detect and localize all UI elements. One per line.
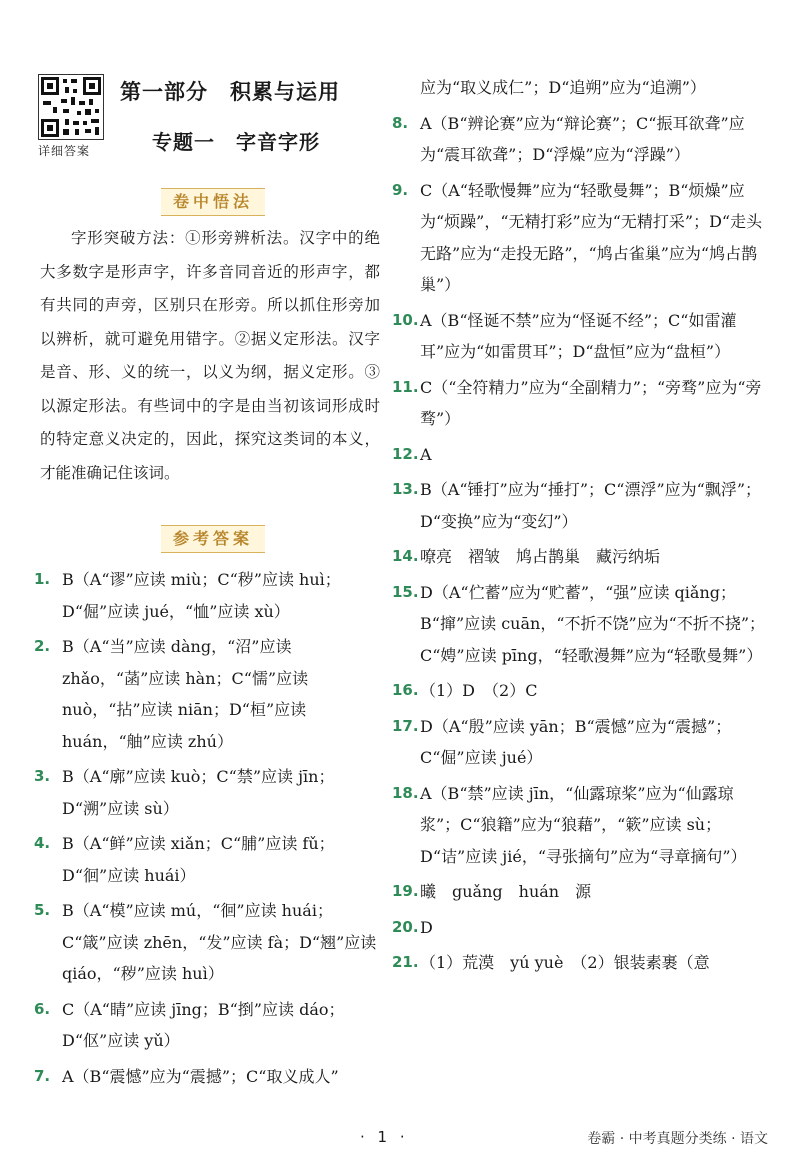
item-number: 20. <box>392 917 419 936</box>
list-item <box>34 828 380 891</box>
item-text: B（A“鲜”应读 xiǎn；C“脯”应读 fǔ；D“徊”应读 huái） <box>62 834 335 885</box>
item-number: 17. <box>392 716 419 735</box>
list-item <box>392 711 772 774</box>
item-text: A（B“怪诞不禁”应为“怪诞不经”；C“如雷灌耳”应为“如雷贯耳”；D“盘恒”应为“盘桓”） <box>420 310 737 361</box>
answers-list-right <box>392 72 772 979</box>
qr-caption: 详细答案 <box>38 144 91 158</box>
item-text: 嘹亮 褶皱 鸠占鹊巢 藏污纳垢 <box>420 547 661 566</box>
qr-code-block[interactable] <box>38 74 110 159</box>
item-number: 14. <box>392 547 419 565</box>
list-item <box>392 876 772 908</box>
item-text: A（B“禁”应读 jīn，“仙露琼桨”应为“仙露琼浆”；C“狼籍”应为“狼藉”，“簌”应读 sù；D“诘”应读 jié，“寻张摘句”应为“寻章摘句”） <box>420 783 747 866</box>
item-text: B（A“模”应读 mú，“徊”应读 huái；C“箴”应读 zhēn，“发”应读 fà；D“翘”应读 qiáo，“秽”应读 huì） <box>62 901 377 983</box>
item-continuation: 应为“取义成仁”；D“追朔”应为“追溯”） <box>420 78 706 97</box>
item-text: D <box>420 917 433 937</box>
section-label-method: 卷中悟法 <box>161 188 265 216</box>
topic-title: 专题一 字音字形 <box>152 130 320 154</box>
list-item <box>34 994 380 1057</box>
item-number: 11. <box>392 377 419 396</box>
list-item <box>392 912 772 944</box>
item-text: （1）D （2）C <box>420 681 538 700</box>
method-text: 字形突破方法：①形旁辨析法。汉字中的绝大多数字是形声字，许多音同音近的形声字，都有共同的声旁，区别只在形旁。所以抓住形旁加以辨析，就可避免用错字。②据义定形法。汉字是音、形、义的统一，以义为纲，据义定形。③以源定形法。有些词中的字是由当初该词形成时的特定意义决定的，因此，探究这类词的本义，才能准确记住该词。 <box>40 229 380 482</box>
item-number: 7. <box>34 1066 51 1085</box>
list-item <box>392 947 772 979</box>
item-text: C（A“睛”应读 jīng；B“捯”应读 dáo；D“伛”应读 yǔ） <box>62 999 345 1050</box>
list-item <box>34 761 380 824</box>
item-text: B（A“谬”应读 miù；C“秽”应读 huì；D“倔”应读 jué，“恤”应读 xù） <box>62 570 341 621</box>
list-item <box>34 895 380 990</box>
list-item <box>34 564 380 627</box>
item-number: 8. <box>392 113 409 132</box>
item-number: 5. <box>34 901 51 919</box>
item-text: A（B“震憾”应为“震撼”；C“取义成人” <box>62 1066 339 1086</box>
item-text: C（“全符精力”应为“全副精力”；“旁骛”应为“旁骛”） <box>420 377 762 428</box>
item-text: D（A“伫蓄”应为“贮蓄”，“强”应读 qiǎng；B“撺”应读 cuān，“不折不饶”应为“不折不挠”；C“娉”应读 pīng，“轻歌漫舞”应为“轻歌曼舞”） <box>420 582 766 665</box>
item-text: B（A“当”应读 dàng，“沼”应读 zhǎo，“菡”应读 hàn；C“懦”应读 nuò，“拈”应读 niān；D“桓”应读 huán，“舳”应读 zhú） <box>62 637 309 751</box>
item-number: 10. <box>392 310 419 329</box>
item-text: B（A“锤打”应为“捶打”；C“漂浮”应为“飘浮”；D“变换”应为“变幻”） <box>420 480 761 531</box>
method-paragraph <box>40 222 380 490</box>
item-number: 21. <box>392 953 419 971</box>
list-item <box>392 474 772 537</box>
item-number: 4. <box>34 834 51 852</box>
item-number: 13. <box>392 480 419 498</box>
item-number: 9. <box>392 180 409 199</box>
item-number: 18. <box>392 783 419 802</box>
part-title: 第一部分 积累与运用 <box>120 80 340 104</box>
section-banner-answers <box>146 525 280 551</box>
list-item <box>34 1061 380 1093</box>
answers-list-left <box>34 564 380 1092</box>
item-number: 3. <box>34 767 51 785</box>
item-number: 16. <box>392 681 419 699</box>
item-text: A <box>420 444 432 464</box>
qr-code-icon[interactable] <box>38 74 104 140</box>
section-label-answers: 参考答案 <box>161 525 265 553</box>
item-number: 12. <box>392 444 419 463</box>
list-item <box>392 778 772 873</box>
page-number: · 1 · <box>360 1128 409 1146</box>
list-item <box>392 541 772 573</box>
item-number: 1. <box>34 570 51 588</box>
list-item <box>392 439 772 471</box>
section-banner-method <box>146 188 280 214</box>
item-text: C（A“轻歌慢舞”应为“轻歌曼舞”；B“烦燥”应为“烦躁”，“无精打彩”应为“无精打采”；D“走头无路”应为“走投无路”，“鸠占雀巢”应为“鸠占鹊巢”） <box>420 180 763 294</box>
list-item <box>392 675 772 707</box>
list-item <box>392 175 772 301</box>
item-number: 19. <box>392 882 419 900</box>
item-number: 15. <box>392 582 419 601</box>
item-number: 6. <box>34 999 51 1018</box>
list-item <box>34 631 380 757</box>
list-item <box>392 108 772 171</box>
series-title: 卷霸 · 中考真题分类练 · 语文 <box>587 1131 768 1147</box>
item-text: （1）荒漠 yú yuè （2）银装素裹（意 <box>420 953 710 972</box>
item-text: 曦 guǎng huán 源 <box>420 882 592 901</box>
item-number: 2. <box>34 637 51 655</box>
list-item <box>392 305 772 368</box>
item-text: B（A“廓”应读 kuò；C“禁”应读 jīn；D“溯”应读 sù） <box>62 767 335 818</box>
item-text: D（A“殷”应读 yān；B“震憾”应为“震撼”；C“倔”应读 jué） <box>420 716 732 767</box>
item-text: A（B“辨论赛”应为“辩论赛”；C“振耳欲聋”应为“震耳欲聋”；D“浮燥”应为“浮躁”） <box>420 113 745 164</box>
list-item <box>392 372 772 435</box>
list-item <box>392 577 772 672</box>
